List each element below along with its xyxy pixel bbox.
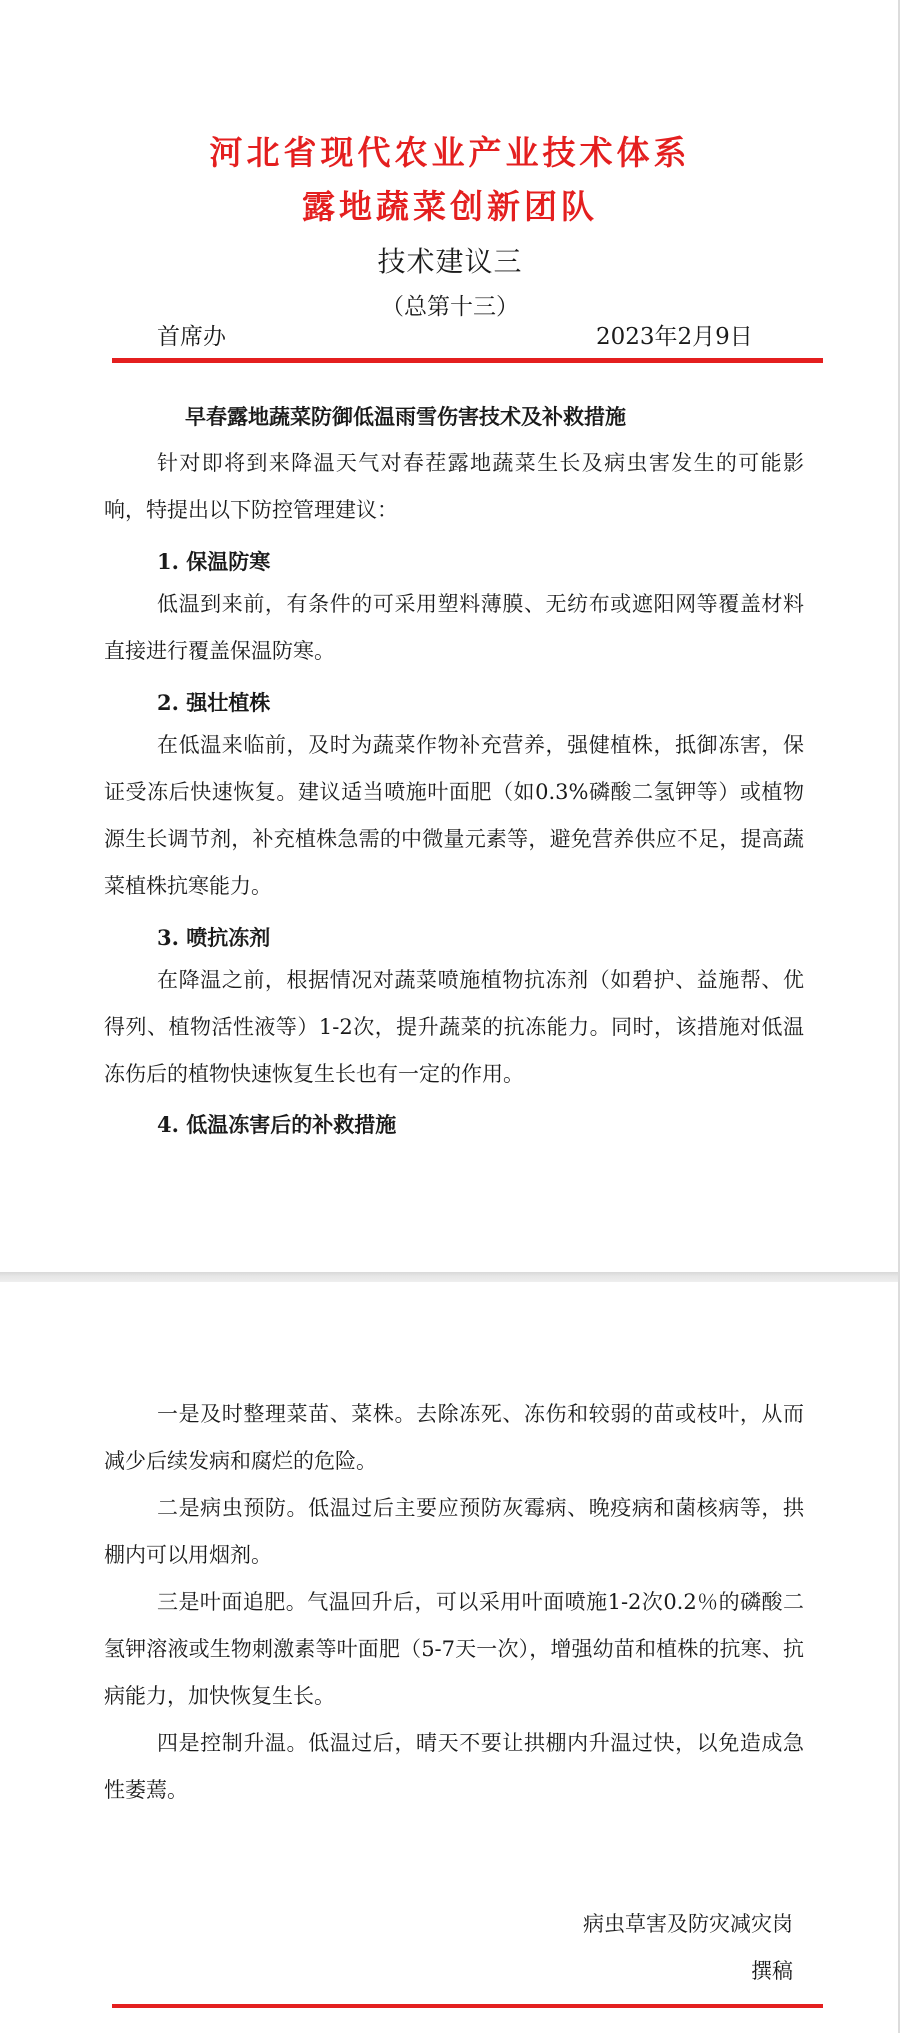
header-red-rule [112,358,823,363]
remedy-paragraph: 一是及时整理菜苗、菜株。去除冻死、冻伤和较弱的苗或枝叶，从而减少后续发病和腐烂的危险。 [104,1402,804,1473]
article-title: 早春露地蔬菜防御低温雨雪伤害技术及补救措施 [185,404,626,429]
document-title: 技术建议三 [377,245,523,278]
remedy-paragraph: 二是病虫预防。低温过后主要应预防灰霉病、晚疫病和菌核病等，拱棚内可以用烟剂。 [104,1496,804,1567]
section-body: 在降温之前，根据情况对蔬菜喷施植物抗冻剂（如碧护、益施帮、优得列、植物活性液等）1-2次，提升蔬菜的抗冻能力。同时，该措施对低温冻伤后的植物快速恢复生长也有一定的作用。 [104,968,804,1086]
issue-date: 2023年2月9日 [596,324,753,350]
document-number: （总第十三） [381,294,519,320]
author-department: 病虫草害及防灾减灾岗 [583,1912,793,1936]
page-separator [0,1272,900,1282]
footer-red-rule [112,2004,823,2008]
remedy-paragraph: 三是叶面追肥。气温回升后，可以采用叶面喷施1-2次0.2％的磷酸二氢钾溶液或生物刺激素等叶面肥（5-7天一次），增强幼苗和植株的抗寒、抗病能力，加快恢复生长。 [104,1590,804,1708]
author-note: 撰稿 [751,1959,793,1983]
issuer: 首席办 [157,324,226,350]
remedy-paragraph: 四是控制升温。低温过后，晴天不要让拱棚内升温过快，以免造成急性萎蔫。 [104,1731,804,1802]
section-heading: 1. 保温防寒 [157,549,271,574]
section-heading: 4. 低温冻害后的补救措施 [157,1112,397,1137]
section-body: 低温到来前，有条件的可采用塑料薄膜、无纺布或遮阳网等覆盖材料直接进行覆盖保温防寒。 [104,592,804,663]
intro-paragraph: 针对即将到来降温天气对春茬露地蔬菜生长及病虫害发生的可能影响，特提出以下防控管理建议： [104,451,804,522]
section-heading: 2. 强壮植株 [157,690,271,715]
team-name: 露地蔬菜创新团队 [302,187,598,226]
section-heading: 3. 喷抗冻剂 [157,925,271,950]
organization-name: 河北省现代农业产业技术体系 [209,133,691,172]
section-body: 在低温来临前，及时为蔬菜作物补充营养，强健植株，抵御冻害，保证受冻后快速恢复。建议适当喷施叶面肥（如0.3%磷酸二氢钾等）或植物源生长调节剂，补充植株急需的中微量元素等，避免营养供应不足，提高蔬菜植株抗寒能力。 [104,733,804,898]
